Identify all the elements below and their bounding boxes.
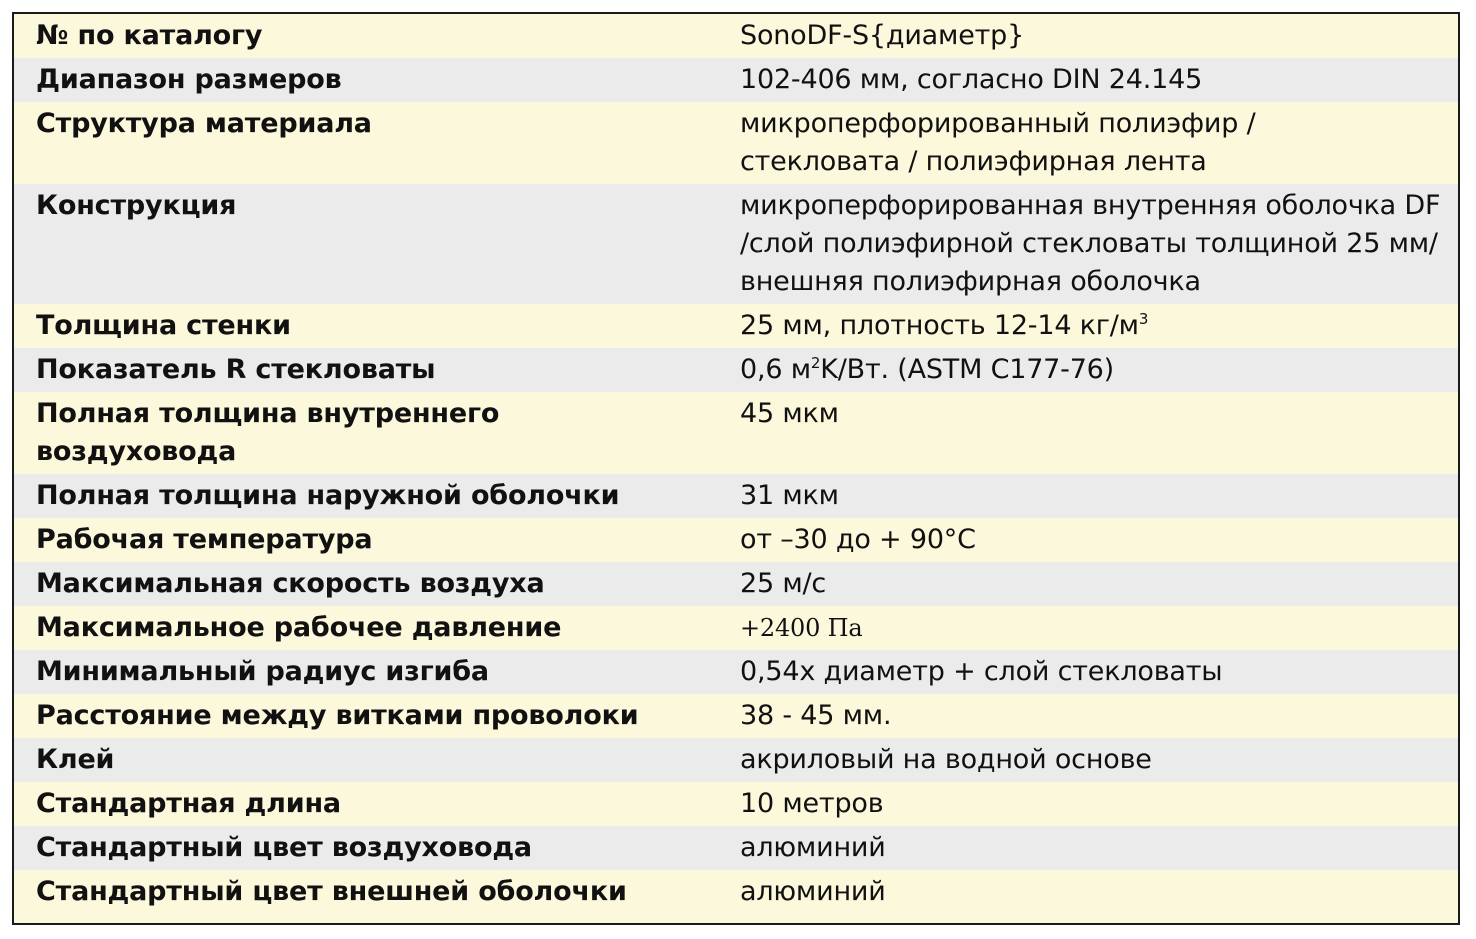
row-label: Максимальное рабочее давление [36,612,562,643]
table-row [14,606,1458,650]
row-value-text: K/Вт. (ASTM C177-76) [820,354,1114,385]
row-label: Стандартная длина [36,788,341,819]
row-value: от –30 до + 90°C [740,524,976,555]
row-label [14,392,720,474]
row-value [720,348,1458,392]
table-row [14,782,1458,826]
row-value: 25 м/с [740,568,827,599]
row-value-line: стекловата / полиэфирная лента [740,146,1207,177]
row-label: Структура материала [36,108,372,139]
table-row [14,694,1458,738]
table-row [14,474,1458,518]
row-value-text: +2400 Па [740,614,863,642]
table-row [14,304,1458,348]
row-value: 10 метров [740,788,884,819]
row-label: Полная толщина наружной оболочки [36,480,620,511]
table-row [14,348,1458,392]
table-row [14,14,1458,58]
row-value-text: 0,6 м [740,354,811,385]
table-row [14,870,1458,914]
row-value: SonoDF-S{диаметр} [740,20,1025,51]
row-label: Расстояние между витками проволоки [36,700,639,731]
row-value-line: внешняя полиэфирная оболочка [740,266,1201,297]
row-label: № по каталогу [36,20,263,51]
table-row [14,562,1458,606]
table-row [14,518,1458,562]
row-label: Стандартный цвет воздуховода [36,832,532,863]
row-label-line: Полная толщина внутреннего [36,398,500,429]
table-row [14,650,1458,694]
row-label: Диапазон размеров [36,64,342,95]
table-row [14,392,1458,474]
row-label: Рабочая температура [36,524,373,555]
row-label: Конструкция [36,190,237,221]
row-value: алюминий [740,876,886,907]
row-value [720,606,1458,650]
spec-table-frame [12,12,1460,925]
table-row [14,826,1458,870]
row-value: акриловый на водной основе [740,744,1152,775]
row-value: 45 мкм [740,398,839,429]
row-value: 0,54х диаметр + слой стекловаты [740,656,1223,687]
table-row [14,58,1458,102]
row-value [720,304,1458,348]
superscript: 3 [1138,310,1149,328]
row-value [720,184,1458,304]
row-label: Толщина стенки [36,310,291,341]
row-value: 38 - 45 мм. [740,700,892,731]
spec-table [14,14,1458,914]
table-row [14,738,1458,782]
superscript: 2 [810,354,821,372]
row-value: алюминий [740,832,886,863]
row-label: Клей [36,744,115,775]
row-label: Показатель R стекловаты [36,354,436,385]
row-value: 102-406 мм, согласно DIN 24.145 [740,64,1203,95]
row-value-line: микроперфорированная внутренняя оболочка DF [740,190,1441,221]
row-label-line: воздуховода [36,436,237,467]
row-value-line: /слой полиэфирной стекловаты толщиной 25 мм/ [740,228,1438,259]
row-value: 31 мкм [740,480,839,511]
row-value-line: микроперфорированный полиэфир / [740,108,1256,139]
row-value-text: 25 мм, плотность 12-14 кг/м [740,310,1139,341]
row-label: Минимальный радиус изгиба [36,656,489,687]
table-row [14,102,1458,184]
row-value [720,102,1458,184]
row-label: Стандартный цвет внешней оболочки [36,876,627,907]
table-row [14,184,1458,304]
row-label: Максимальная скорость воздуха [36,568,545,599]
